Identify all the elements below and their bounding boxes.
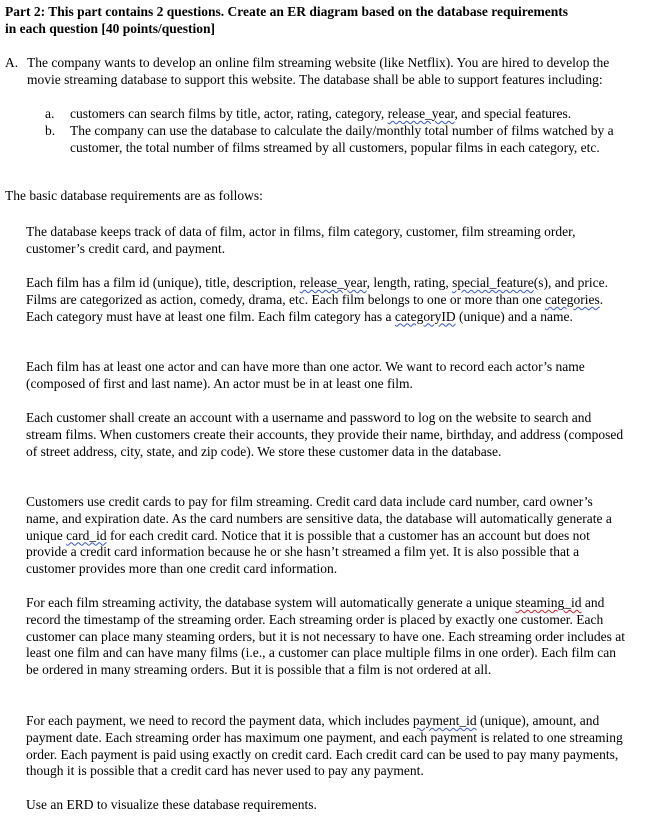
list-item-b: [45, 123, 623, 157]
list-item-b-label: b.: [45, 123, 56, 138]
paragraph-customer: Each customer shall create an account with a username and password to log on the website to search and stream films. When customers create their accounts, they provide their name, birthday, and address (composed of street address, city, state, and zip code). We store these customer data in the database.: [26, 410, 624, 459]
paragraph-film: Each film has a film id (unique), title, description, release_year, length, rating, special_feature(s), and price. Films are categorized as action, comedy, drama, etc. Each film belongs to one or more than one categories. Each category must have at least one film. Each film category has a categoryID (unique) and a name.: [26, 275, 609, 324]
term-steaming-id: steaming_id: [515, 595, 582, 610]
list-item-a-text: [70, 106, 623, 123]
term-payment-id: payment_id: [412, 713, 477, 728]
paragraph-credit-card: Customers use credit cards to pay for film streaming. Credit card data include card number, card owner’s name, and expiration date. As the card numbers are sensitive data, the database will automatically generate a unique card_id for each credit card. Notice that it is possible that a customer has an account but does not provide a credit card information because he or she hasn’t streamed a film yet. It is also possible that a customer provides more than one credit card information.: [26, 494, 612, 577]
list-item-a-label: a.: [45, 106, 55, 121]
section-heading: [5, 4, 625, 38]
question-a-label: A.: [5, 55, 19, 70]
requirements-intro: The basic database requirements are as follows:: [5, 188, 263, 203]
paragraph-payment: For each payment, we need to record the payment data, which includes payment_id (unique), amount, and payment date. Each streaming order has maximum one payment, and each payment is related to one streaming order. Each payment is paid using exactly on credit card. Each credit card can be used to pay many payments, though it is possible that a credit card has never used to pay any payment.: [26, 713, 623, 779]
list-item-a-term: release_year: [387, 106, 455, 121]
paragraph-streaming: For each film streaming activity, the database system will automatically generate a unique steaming_id and record the timestamp of the streaming order. Each streaming order is placed by exactly one customer. Each customer can place many steaming orders, but it is not necessary to have one. Each streaming order includes at least one film and can have many films (i.e., a customer can place multiple films in one order). Each film can be ordered in many streaming orders. But it is possible that a film is not ordered at all.: [26, 595, 626, 678]
question-a-text: The company wants to develop an online film streaming website (like Netflix). You are hired to develop the movie streaming database to support this website. The database shall be able to support features including:: [27, 55, 610, 87]
term-special-feature: special_feature: [452, 275, 534, 290]
question-a: [5, 55, 620, 89]
heading-line-2: in each question [40 points/question]: [5, 20, 216, 36]
list-item-a-post: , and special features.: [454, 106, 572, 121]
term-release-year: release_year: [299, 275, 367, 290]
term-category-id: categoryID: [394, 308, 456, 324]
list-item-b-text: The company can use the database to calculate the daily/monthly total number of films watched by a customer, the total number of films streamed by all customers, popular films in each category, etc.: [70, 123, 614, 155]
paragraph-instruction: Use an ERD to visualize these database requirements.: [26, 797, 317, 812]
term-card-id: card_id: [66, 527, 107, 543]
heading-line-1: Part 2: This part contains 2 questions. Create an ER diagram based on the database requirements: [5, 4, 569, 19]
term-categories: categories: [545, 291, 600, 307]
list-item-a-pre: customers can search films by title, actor, rating, category,: [70, 106, 388, 121]
paragraph-actor: Each film has at least one actor and can have more than one actor. We want to record each actor’s name (composed of first and last name). An actor must be in at least one film.: [26, 359, 585, 391]
paragraph-data-tracking: The database keeps track of data of film, actor in films, film category, customer, film streaming order, customer’s credit card, and payment.: [26, 224, 576, 256]
list-item-a: [45, 106, 623, 123]
